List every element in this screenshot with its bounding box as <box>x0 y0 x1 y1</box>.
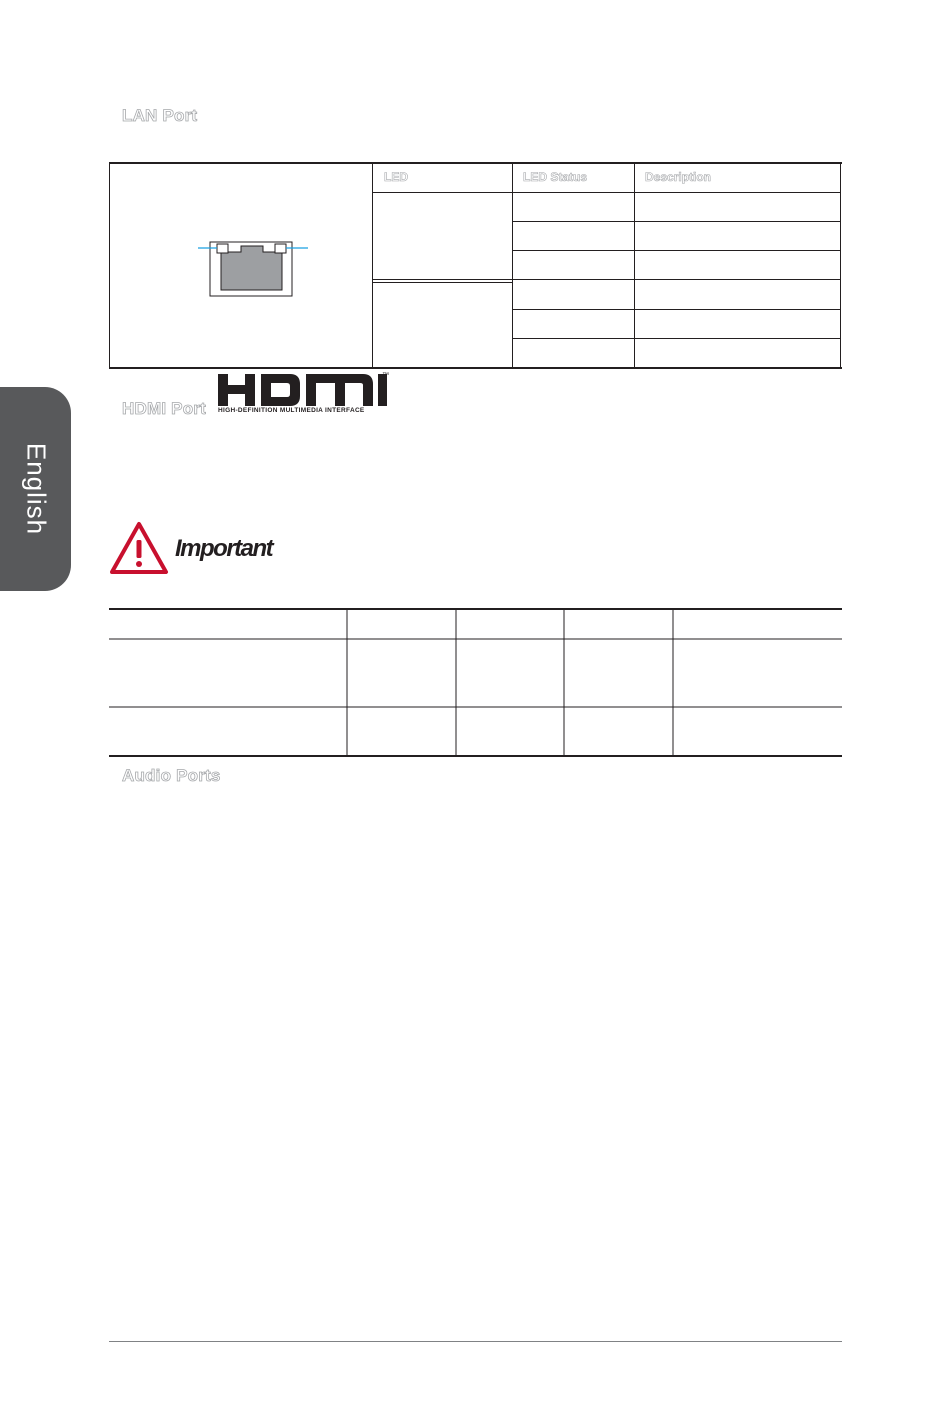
footer-rule <box>109 1341 842 1342</box>
lan-header-rule <box>373 192 840 193</box>
important-label: Important <box>175 535 273 562</box>
lan-row-rule <box>512 250 840 251</box>
language-side-tab <box>0 387 71 591</box>
lan-row-rule <box>512 309 840 310</box>
hdmi-trademark: ™ <box>382 372 389 379</box>
lan-header-led: LED <box>384 170 408 184</box>
lan-header-led-status: LED Status <box>523 170 588 184</box>
lan-row-rule <box>512 338 840 339</box>
audio-ports-title: Audio Ports <box>122 766 221 785</box>
lan-col-rule <box>840 164 841 367</box>
lan-group-rule <box>373 282 512 283</box>
lan-port-image-cell <box>109 164 373 367</box>
hdmi-info-table <box>109 608 842 760</box>
lan-col-rule <box>634 164 635 367</box>
language-tab-label: English <box>21 442 51 536</box>
lan-group-rule <box>373 279 840 280</box>
lan-col-rule <box>512 164 513 367</box>
warning-icon <box>108 520 170 576</box>
lan-row-rule <box>512 221 840 222</box>
lan-header-description: Description <box>645 170 712 184</box>
lan-port-illustration <box>110 164 374 367</box>
lan-led-table <box>109 162 842 369</box>
hdmi-port-title: HDMI Port <box>122 399 206 418</box>
lan-port-title: LAN Port <box>122 106 198 125</box>
hdmi-logo-subtitle: HIGH-DEFINITION MULTIMEDIA INTERFACE <box>218 407 365 414</box>
